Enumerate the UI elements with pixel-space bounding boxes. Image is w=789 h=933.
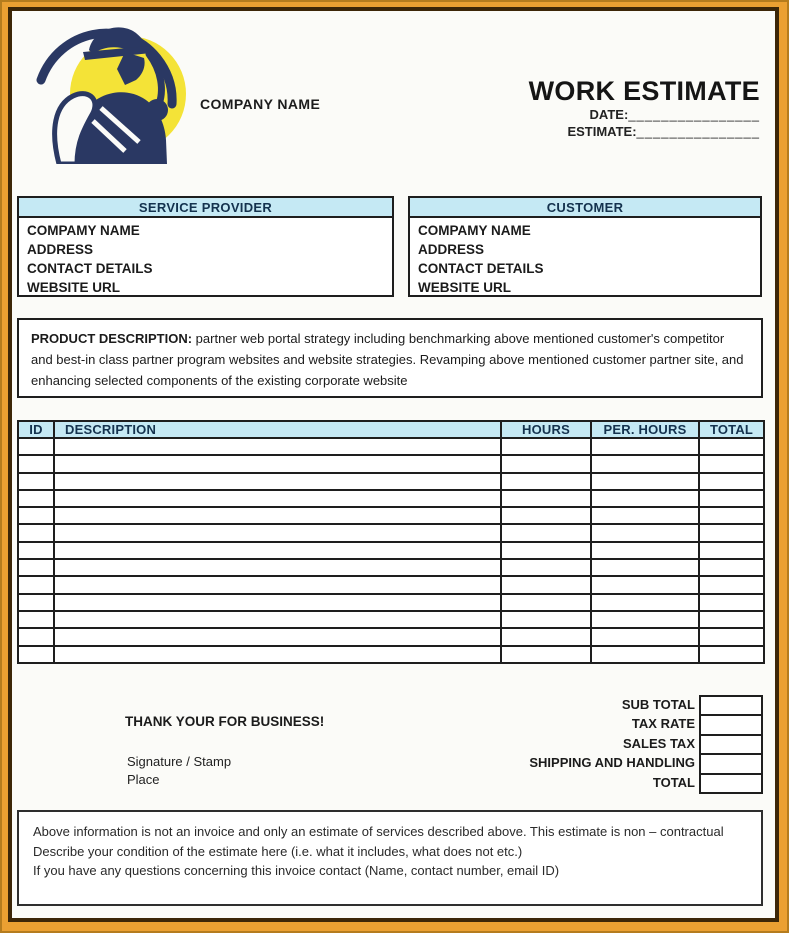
items-table-empty-cell [591,473,699,490]
items-table-empty-cell [54,473,501,490]
service-provider-details [19,218,392,300]
items-table-empty-cell [591,524,699,541]
items-table-empty-cell [501,490,591,507]
items-table-empty-cell [18,507,54,524]
items-table-empty-cell [501,576,591,593]
items-table-empty-cell [699,559,764,576]
column-header-hours: HOURS [501,421,591,438]
items-table-empty-cell [699,507,764,524]
items-table-empty-cell [54,438,501,455]
totals-labels [529,695,695,792]
items-table-empty-cell [501,473,591,490]
items-table-empty-cell [18,438,54,455]
date-field [529,106,760,123]
items-table-empty-cell [501,524,591,541]
items-table-empty-cell [699,594,764,611]
items-table-empty-cell [54,542,501,559]
items-table-empty-cell [54,524,501,541]
estimate-label: ESTIMATE: [567,124,637,139]
items-table [17,420,765,664]
items-table-empty-cell [591,628,699,645]
items-table-empty-cell [591,542,699,559]
items-table-empty-cell [54,455,501,472]
items-table-empty-cell [501,646,591,663]
provider-address: ADDRESS [27,242,94,257]
items-table-empty-cell [591,594,699,611]
items-table-empty-cell [591,438,699,455]
items-table-empty-cell [591,455,699,472]
items-table-empty-cell [18,576,54,593]
items-table-empty-cell [54,559,501,576]
items-table-empty-cell [18,628,54,645]
subtotal-label: SUB TOTAL [621,697,695,712]
product-description-label: PRODUCT DESCRIPTION: [31,331,193,346]
items-table-row [18,646,764,663]
items-table-empty-cell [54,507,501,524]
items-table-empty-cell [699,576,764,593]
column-header-total: TOTAL [699,421,764,438]
items-table-empty-cell [699,628,764,645]
place-label: Place [127,772,160,787]
items-table-empty-cell [501,611,591,628]
items-table-row [18,438,764,455]
service-provider-header: SERVICE PROVIDER [19,198,392,218]
items-table-row [18,542,764,559]
items-table-row [18,490,764,507]
thank-you-message: THANK YOUR FOR BUSINESS! [125,714,325,729]
shipping-handling-label: SHIPPING AND HANDLING [529,755,695,771]
items-table-empty-cell [699,455,764,472]
items-table-row [18,576,764,593]
shipping-handling-value-box [699,753,763,774]
items-table-empty-cell [54,646,501,663]
tax-rate-value-box [699,714,763,735]
customer-contact-details: CONTACT DETAILS [418,261,544,276]
items-table-empty-cell [501,542,591,559]
customer-details [410,218,760,300]
total-label: TOTAL [652,774,695,790]
items-table-row [18,559,764,576]
items-table-empty-cell [18,559,54,576]
items-table-empty-cell [699,611,764,628]
items-table-empty-cell [501,438,591,455]
items-table-empty-cell [18,594,54,611]
items-table-empty-cell [699,438,764,455]
items-table-row [18,524,764,541]
column-header-description: DESCRIPTION [54,421,501,438]
items-table-empty-cell [699,646,764,663]
product-description-text: partner web portal strategy including benchmarking above mentioned customer's competitor and best-in class partner program websites and website strategies. Revamping above mentioned customer partner site, and enhancing selected components of the existing corporate website [31,331,744,388]
provider-company-name: COMPAMY NAME [27,223,140,238]
disclaimer-box [17,810,763,906]
items-table-row [18,611,764,628]
items-table-empty-cell [501,559,591,576]
construction-worker-logo-icon [25,14,190,164]
items-table-row [18,507,764,524]
customer-header: CUSTOMER [410,198,760,218]
items-table-empty-cell [591,646,699,663]
items-table-row [18,594,764,611]
items-table-empty-cell [54,611,501,628]
items-table-empty-cell [699,473,764,490]
items-table-empty-cell [591,559,699,576]
tax-rate-label: TAX RATE [631,716,695,732]
items-table-empty-cell [18,455,54,472]
items-table-empty-cell [54,628,501,645]
sales-tax-value-box [699,734,763,755]
items-table-empty-cell [501,628,591,645]
items-table-row [18,628,764,645]
title-block [529,76,760,140]
totals-value-boxes [699,695,763,794]
items-table-empty-cell [591,576,699,593]
items-table-empty-cell [18,473,54,490]
items-table-empty-cell [591,611,699,628]
customer-website-url: WEBSITE URL [418,280,511,295]
items-table-empty-cell [699,542,764,559]
items-table-empty-cell [699,490,764,507]
date-blank-line: ________________ [628,107,760,122]
items-table-empty-cell [501,594,591,611]
document-title: WORK ESTIMATE [528,76,760,106]
items-table-empty-cell [54,576,501,593]
customer-address: ADDRESS [418,242,485,257]
estimate-number-field [529,123,760,140]
items-table-empty-cell [18,611,54,628]
sales-tax-label: SALES TAX [623,735,695,751]
column-header-id: ID [18,421,54,438]
provider-contact-details: CONTACT DETAILS [27,261,153,276]
items-table-header-row [18,421,764,438]
disclaimer-line-contact: If you have any questions concerning this invoice contact (Name, contact number, email ID) [33,863,560,878]
column-header-per-hours: PER. HOURS [591,421,699,438]
items-table-row [18,455,764,472]
estimate-blank-line: _______________ [636,124,760,139]
signature-stamp-label: Signature / Stamp [127,754,232,769]
disclaimer-line-non-contractual: Above information is not an invoice and only an estimate of services described above. This estimate is non – contractual [33,824,724,839]
total-value-box [699,773,763,794]
customer-box [408,196,762,297]
items-table-empty-cell [591,507,699,524]
product-description-box [17,318,763,398]
items-table-empty-cell [501,507,591,524]
company-name: COMPANY NAME [200,96,321,112]
items-table-empty-cell [18,646,54,663]
items-table-empty-cell [54,490,501,507]
subtotal-value-box [699,695,763,716]
items-table-empty-cell [18,542,54,559]
provider-website-url: WEBSITE URL [27,280,120,295]
items-table-empty-cell [18,490,54,507]
customer-company-name: COMPAMY NAME [418,223,531,238]
items-table-empty-cell [699,524,764,541]
items-table-row [18,473,764,490]
items-table-empty-cell [501,455,591,472]
date-label: DATE: [589,107,629,122]
items-table-empty-cell [54,594,501,611]
items-table-empty-cell [591,490,699,507]
items-table-empty-cell [18,524,54,541]
service-provider-box [17,196,394,297]
disclaimer-line-conditions: Describe your condition of the estimate here (i.e. what it includes, what does not etc.) [33,843,523,859]
